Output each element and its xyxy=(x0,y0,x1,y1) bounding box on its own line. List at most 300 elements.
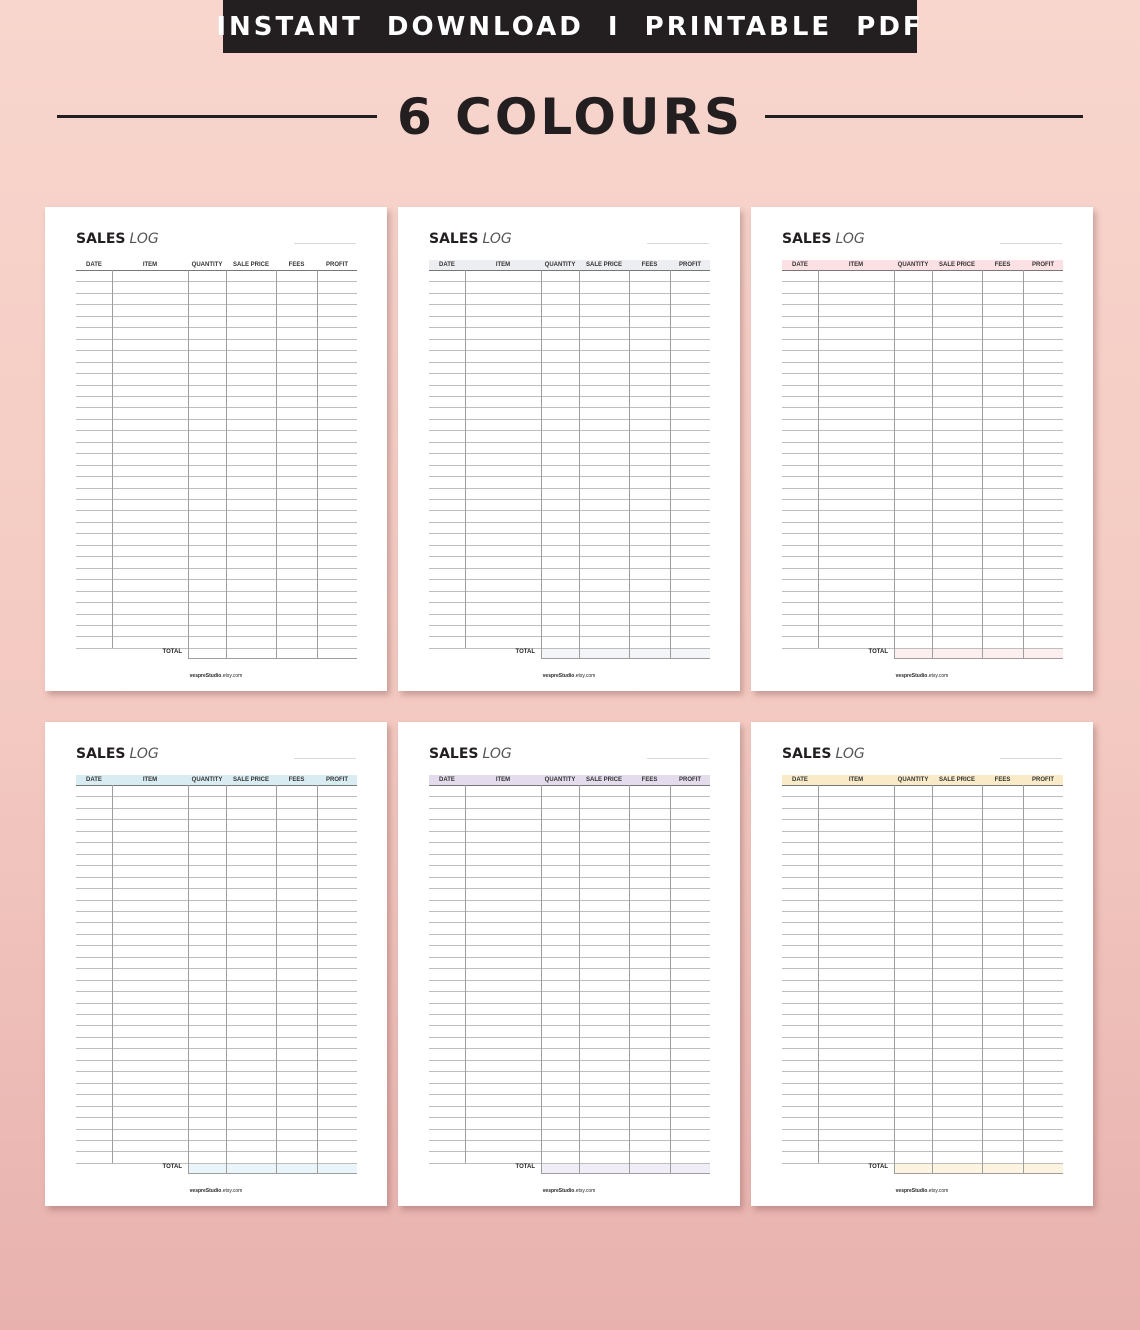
table-row xyxy=(76,614,357,615)
column-header-date: DATE xyxy=(86,777,102,783)
column-divider xyxy=(1023,270,1024,659)
table-row xyxy=(429,385,710,386)
table-row xyxy=(429,900,710,901)
table-row xyxy=(782,499,1063,500)
table-row xyxy=(782,854,1063,855)
table-row xyxy=(76,556,357,557)
table-row xyxy=(782,1094,1063,1095)
table-row xyxy=(76,591,357,592)
column-divider xyxy=(112,270,113,648)
table-row xyxy=(429,591,710,592)
table-row xyxy=(429,533,710,534)
card-title xyxy=(429,231,512,247)
table-row xyxy=(429,854,710,855)
banner-text: INSTANT DOWNLOAD I PRINTABLE PDF xyxy=(216,11,924,42)
table-row xyxy=(429,625,710,626)
column-header-profit: PROFIT xyxy=(326,777,348,783)
footer-brand: vespreStudio xyxy=(895,673,928,679)
table-row xyxy=(429,1083,710,1084)
table-row xyxy=(76,1106,357,1107)
sales-log-card-grey xyxy=(398,207,740,691)
card-title xyxy=(76,746,159,762)
table-row xyxy=(76,636,357,637)
table-row xyxy=(429,1129,710,1130)
table-row xyxy=(76,339,357,340)
table-row xyxy=(429,453,710,454)
total-label: TOTAL xyxy=(868,1164,888,1170)
column-header-sale-price: SALE PRICE xyxy=(938,777,975,783)
table-row xyxy=(429,636,710,637)
table-row xyxy=(782,373,1063,374)
table-row xyxy=(782,407,1063,408)
table-row xyxy=(429,499,710,500)
table-row xyxy=(429,522,710,523)
table-row xyxy=(429,362,710,363)
table-top-rule xyxy=(429,270,710,271)
column-header-date: DATE xyxy=(792,777,808,783)
column-header-date: DATE xyxy=(792,262,808,268)
table-row xyxy=(76,877,357,878)
table-row xyxy=(782,842,1063,843)
card-title xyxy=(782,746,865,762)
table-row xyxy=(76,281,357,282)
table-row xyxy=(782,865,1063,866)
table-row xyxy=(782,922,1063,923)
table-row xyxy=(76,510,357,511)
sales-log-card-blue xyxy=(45,722,387,1206)
name-line xyxy=(647,758,709,759)
table-row xyxy=(429,545,710,546)
table-row xyxy=(782,934,1063,935)
column-header-profit: PROFIT xyxy=(326,262,348,268)
table-row xyxy=(76,453,357,454)
table-row xyxy=(76,968,357,969)
table-row xyxy=(429,842,710,843)
table-row xyxy=(76,831,357,832)
table-row xyxy=(76,533,357,534)
table-row xyxy=(782,602,1063,603)
table-row xyxy=(76,1094,357,1095)
table-row xyxy=(76,888,357,889)
table-row xyxy=(76,957,357,958)
column-divider xyxy=(541,270,542,659)
footer-domain: .etsy.com xyxy=(574,1188,596,1194)
card-title xyxy=(429,746,512,762)
table-row xyxy=(76,808,357,809)
total-label: TOTAL xyxy=(162,649,182,655)
table-row xyxy=(782,911,1063,912)
card-title-log: LOG xyxy=(129,746,159,762)
sales-log-card-yellow xyxy=(751,722,1093,1206)
table-row xyxy=(429,373,710,374)
table-row xyxy=(76,911,357,912)
total-label: TOTAL xyxy=(515,649,535,655)
table-row xyxy=(782,796,1063,797)
column-header-quantity: QUANTITY xyxy=(544,262,576,268)
column-header-quantity: QUANTITY xyxy=(191,262,223,268)
table-row xyxy=(76,499,357,500)
log-table xyxy=(782,270,1063,659)
table-row xyxy=(782,339,1063,340)
table-row xyxy=(429,1025,710,1026)
card-footer xyxy=(398,1188,740,1194)
table-row xyxy=(76,1083,357,1084)
total-label: TOTAL xyxy=(868,649,888,655)
column-header-fees: FEES xyxy=(288,262,305,268)
table-row xyxy=(429,1140,710,1141)
table-row xyxy=(76,980,357,981)
column-header-sale-price: SALE PRICE xyxy=(232,262,269,268)
footer-brand: vespreStudio xyxy=(189,673,222,679)
table-row xyxy=(76,488,357,489)
table-row xyxy=(76,602,357,603)
table-row xyxy=(429,602,710,603)
table-row xyxy=(429,1151,710,1152)
log-table xyxy=(76,785,357,1174)
total-row-baseline xyxy=(894,658,1063,659)
table-row xyxy=(782,945,1063,946)
table-row xyxy=(76,796,357,797)
table-row xyxy=(782,453,1063,454)
table-row xyxy=(782,304,1063,305)
table-row xyxy=(782,362,1063,363)
card-title xyxy=(76,231,159,247)
table-row xyxy=(76,991,357,992)
table-row xyxy=(76,350,357,351)
footer-brand: vespreStudio xyxy=(542,1188,575,1194)
column-header-fees: FEES xyxy=(994,777,1011,783)
table-row xyxy=(429,316,710,317)
table-top-rule xyxy=(782,270,1063,271)
column-header-fees: FEES xyxy=(994,262,1011,268)
table-row xyxy=(76,327,357,328)
table-row xyxy=(76,373,357,374)
table-top-rule xyxy=(429,785,710,786)
table-row xyxy=(429,796,710,797)
column-header-item: ITEM xyxy=(848,777,864,783)
name-line xyxy=(1000,758,1062,759)
table-top-rule xyxy=(76,270,357,271)
table-row xyxy=(782,1071,1063,1072)
table-row xyxy=(76,1060,357,1061)
column-divider xyxy=(112,785,113,1163)
table-row xyxy=(76,316,357,317)
column-header-quantity: QUANTITY xyxy=(897,262,929,268)
table-row xyxy=(429,911,710,912)
headline-rule-left xyxy=(57,115,377,118)
table-header xyxy=(76,260,357,270)
name-line xyxy=(1000,243,1062,244)
table-row xyxy=(782,442,1063,443)
table-row xyxy=(76,900,357,901)
card-title-sales: SALES xyxy=(429,746,479,762)
card-title-log: LOG xyxy=(129,231,159,247)
column-header-quantity: QUANTITY xyxy=(191,777,223,783)
table-row xyxy=(76,385,357,386)
column-header-sale-price: SALE PRICE xyxy=(232,777,269,783)
column-header-date: DATE xyxy=(86,262,102,268)
table-row xyxy=(782,1117,1063,1118)
table-row xyxy=(782,430,1063,431)
column-divider xyxy=(226,785,227,1174)
table-row xyxy=(76,1140,357,1141)
footer-domain: .etsy.com xyxy=(221,1188,243,1194)
column-header-profit: PROFIT xyxy=(1032,262,1054,268)
card-title-sales: SALES xyxy=(76,746,126,762)
table-row xyxy=(76,819,357,820)
column-divider xyxy=(579,270,580,659)
card-footer xyxy=(751,673,1093,679)
table-row xyxy=(782,568,1063,569)
total-row-baseline xyxy=(541,658,710,659)
log-table xyxy=(76,270,357,659)
table-row xyxy=(429,1106,710,1107)
table-row xyxy=(782,1014,1063,1015)
table-row xyxy=(76,1014,357,1015)
table-row xyxy=(782,327,1063,328)
column-divider xyxy=(1023,785,1024,1174)
column-divider xyxy=(188,270,189,659)
table-row xyxy=(782,396,1063,397)
table-row xyxy=(76,1037,357,1038)
table-row xyxy=(76,304,357,305)
table-row xyxy=(76,476,357,477)
column-divider xyxy=(670,785,671,1174)
table-row xyxy=(782,1129,1063,1130)
table-row xyxy=(429,419,710,420)
total-row-baseline xyxy=(188,658,357,659)
column-divider xyxy=(579,785,580,1174)
table-row xyxy=(76,522,357,523)
table-row xyxy=(782,350,1063,351)
footer-domain: .etsy.com xyxy=(574,673,596,679)
table-row xyxy=(429,579,710,580)
column-divider xyxy=(818,270,819,648)
column-divider xyxy=(982,785,983,1174)
table-row xyxy=(782,533,1063,534)
table-row xyxy=(76,1151,357,1152)
table-row xyxy=(782,1106,1063,1107)
table-row xyxy=(429,442,710,443)
table-row xyxy=(76,854,357,855)
total-row-baseline xyxy=(894,1173,1063,1174)
column-divider xyxy=(276,270,277,659)
table-row xyxy=(782,281,1063,282)
column-divider xyxy=(541,785,542,1174)
card-title-log: LOG xyxy=(482,231,512,247)
table-row xyxy=(782,293,1063,294)
table-row xyxy=(782,831,1063,832)
footer-brand: vespreStudio xyxy=(542,673,575,679)
table-top-rule xyxy=(782,785,1063,786)
table-row xyxy=(429,957,710,958)
table-row xyxy=(429,831,710,832)
card-title-sales: SALES xyxy=(782,746,832,762)
table-row xyxy=(782,808,1063,809)
table-row xyxy=(782,991,1063,992)
table-row xyxy=(782,316,1063,317)
table-row xyxy=(782,419,1063,420)
name-line xyxy=(294,758,356,759)
table-row xyxy=(782,625,1063,626)
log-table xyxy=(429,785,710,1174)
sales-log-card-pink xyxy=(751,207,1093,691)
table-row xyxy=(429,339,710,340)
table-row xyxy=(76,1071,357,1072)
table-row xyxy=(782,819,1063,820)
table-row xyxy=(782,980,1063,981)
column-divider xyxy=(465,785,466,1163)
table-row xyxy=(782,522,1063,523)
table-row xyxy=(782,1048,1063,1049)
table-row xyxy=(76,442,357,443)
table-row xyxy=(782,510,1063,511)
log-table xyxy=(429,270,710,659)
table-row xyxy=(782,488,1063,489)
column-divider xyxy=(317,270,318,659)
table-row xyxy=(782,385,1063,386)
table-row xyxy=(76,568,357,569)
column-header-profit: PROFIT xyxy=(679,262,701,268)
table-row xyxy=(429,922,710,923)
table-row xyxy=(782,877,1063,878)
footer-brand: vespreStudio xyxy=(189,1188,222,1194)
column-header-profit: PROFIT xyxy=(679,777,701,783)
table-row xyxy=(76,430,357,431)
card-title-sales: SALES xyxy=(429,231,479,247)
headline-title: 6 COLOURS xyxy=(396,88,744,146)
table-row xyxy=(429,865,710,866)
table-row xyxy=(429,980,710,981)
table-row xyxy=(76,865,357,866)
card-footer xyxy=(45,1188,387,1194)
table-row xyxy=(429,556,710,557)
card-footer xyxy=(751,1188,1093,1194)
table-row xyxy=(76,1129,357,1130)
column-header-date: DATE xyxy=(439,777,455,783)
sales-log-card-lavender xyxy=(398,722,740,1206)
total-label: TOTAL xyxy=(162,1164,182,1170)
column-header-item: ITEM xyxy=(495,262,511,268)
column-header-sale-price: SALE PRICE xyxy=(585,777,622,783)
table-row xyxy=(429,1003,710,1004)
table-row xyxy=(429,350,710,351)
table-row xyxy=(429,991,710,992)
table-row xyxy=(76,579,357,580)
name-line xyxy=(294,243,356,244)
column-divider xyxy=(188,785,189,1174)
table-row xyxy=(429,465,710,466)
table-row xyxy=(782,1060,1063,1061)
column-divider xyxy=(818,785,819,1163)
column-header-item: ITEM xyxy=(142,777,158,783)
table-row xyxy=(782,957,1063,958)
table-row xyxy=(76,945,357,946)
column-divider xyxy=(317,785,318,1174)
table-row xyxy=(429,968,710,969)
table-row xyxy=(782,1151,1063,1152)
name-line xyxy=(647,243,709,244)
table-header xyxy=(782,260,1063,270)
table-row xyxy=(429,888,710,889)
table-row xyxy=(76,922,357,923)
card-title-log: LOG xyxy=(835,231,865,247)
column-divider xyxy=(932,270,933,659)
table-row xyxy=(782,1083,1063,1084)
table-row xyxy=(782,900,1063,901)
table-row xyxy=(782,614,1063,615)
column-header-profit: PROFIT xyxy=(1032,777,1054,783)
log-table xyxy=(782,785,1063,1174)
column-header-fees: FEES xyxy=(641,777,658,783)
card-title-sales: SALES xyxy=(782,231,832,247)
table-row xyxy=(429,293,710,294)
table-header xyxy=(429,775,710,785)
total-row-baseline xyxy=(541,1173,710,1174)
table-row xyxy=(76,396,357,397)
column-header-quantity: QUANTITY xyxy=(544,777,576,783)
table-row xyxy=(76,1117,357,1118)
table-row xyxy=(782,1037,1063,1038)
column-divider xyxy=(276,785,277,1174)
table-row xyxy=(429,488,710,489)
table-row xyxy=(76,934,357,935)
table-row xyxy=(429,614,710,615)
column-divider xyxy=(982,270,983,659)
sales-log-card-white xyxy=(45,207,387,691)
table-row xyxy=(782,465,1063,466)
footer-domain: .etsy.com xyxy=(221,673,243,679)
table-row xyxy=(76,842,357,843)
table-row xyxy=(429,1071,710,1072)
table-row xyxy=(782,476,1063,477)
table-row xyxy=(429,510,710,511)
column-divider xyxy=(670,270,671,659)
column-divider xyxy=(629,270,630,659)
footer-domain: .etsy.com xyxy=(927,673,949,679)
column-header-fees: FEES xyxy=(641,262,658,268)
table-row xyxy=(76,407,357,408)
table-row xyxy=(782,1025,1063,1026)
table-row xyxy=(429,430,710,431)
card-title xyxy=(782,231,865,247)
table-row xyxy=(429,945,710,946)
table-row xyxy=(782,968,1063,969)
table-row xyxy=(782,545,1063,546)
table-row xyxy=(76,419,357,420)
card-title-log: LOG xyxy=(835,746,865,762)
table-row xyxy=(429,407,710,408)
column-divider xyxy=(629,785,630,1174)
table-row xyxy=(782,888,1063,889)
column-divider xyxy=(932,785,933,1174)
table-row xyxy=(76,625,357,626)
card-footer xyxy=(398,673,740,679)
table-row xyxy=(76,545,357,546)
table-row xyxy=(429,396,710,397)
table-row xyxy=(429,934,710,935)
card-title-log: LOG xyxy=(482,746,512,762)
column-header-item: ITEM xyxy=(142,262,158,268)
table-row xyxy=(429,568,710,569)
table-row xyxy=(782,556,1063,557)
table-row xyxy=(429,1060,710,1061)
table-row xyxy=(76,362,357,363)
card-title-sales: SALES xyxy=(76,231,126,247)
footer-brand: vespreStudio xyxy=(895,1188,928,1194)
column-header-fees: FEES xyxy=(288,777,305,783)
table-row xyxy=(429,1048,710,1049)
